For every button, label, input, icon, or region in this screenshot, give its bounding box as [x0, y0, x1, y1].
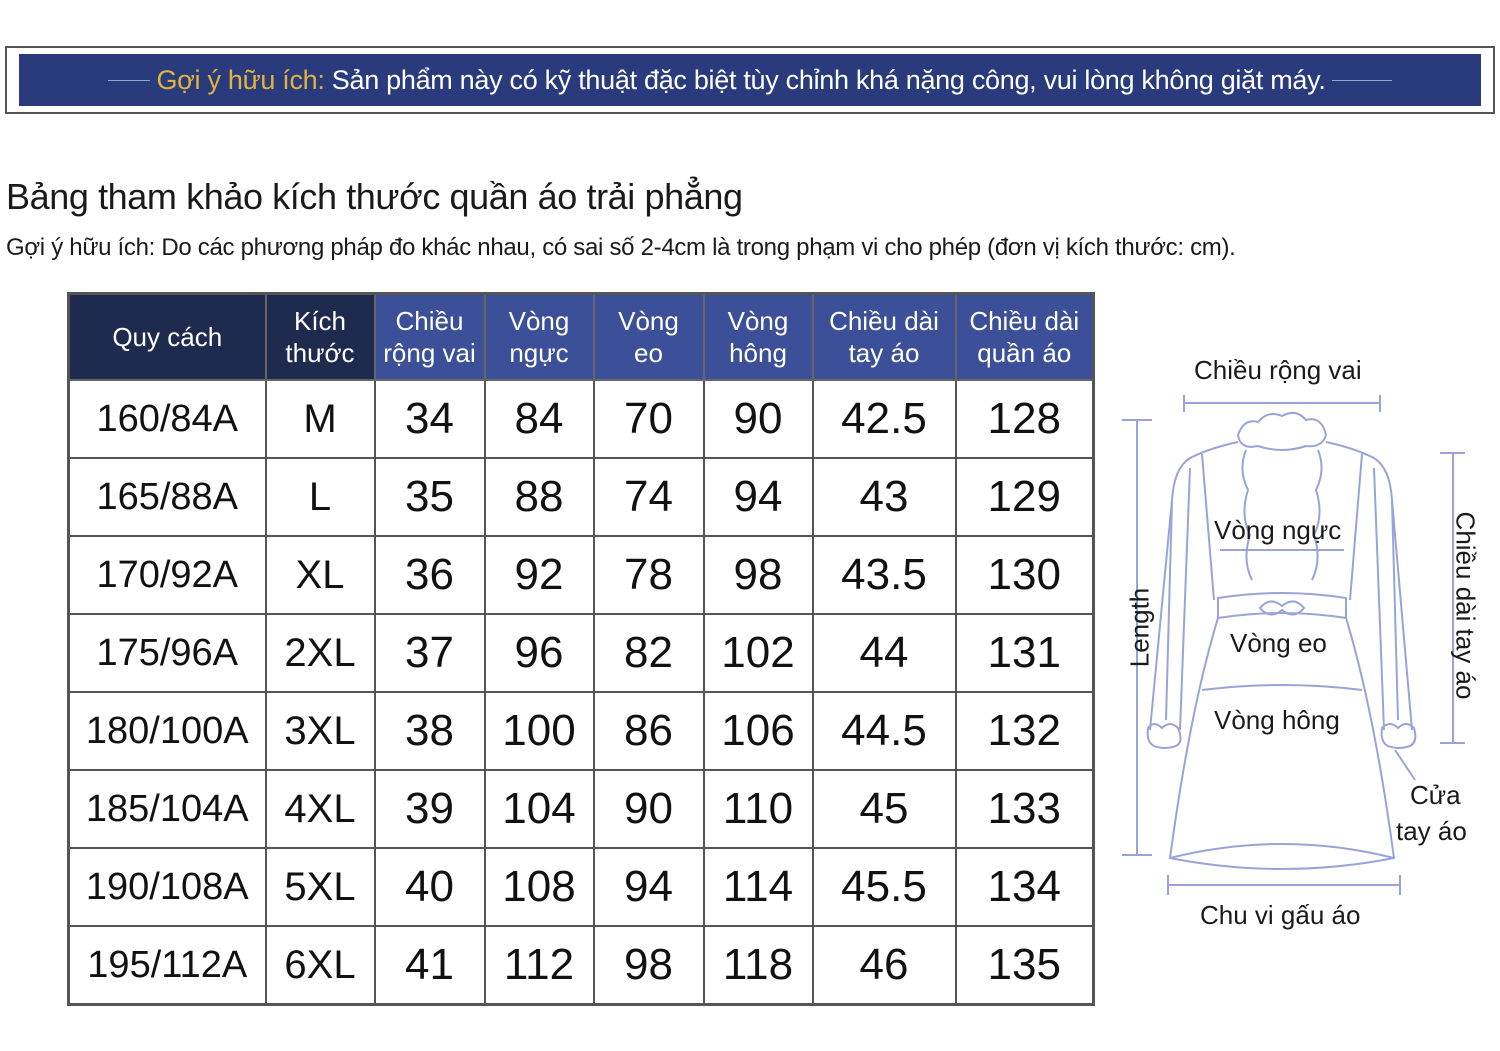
- table-row: [69, 926, 1094, 1005]
- cell-size: 4XL: [266, 770, 375, 848]
- label-cuff-line1: Cửa: [1410, 780, 1461, 810]
- table-row: [69, 536, 1094, 614]
- table-row: [69, 692, 1094, 770]
- cell-waist: 86: [594, 692, 704, 770]
- cell-spec: 165/88A: [69, 458, 266, 536]
- cell-size: 5XL: [266, 848, 375, 926]
- cell-spec: 175/96A: [69, 614, 266, 692]
- cell-sleeve-length: 44.5: [813, 692, 956, 770]
- header-hip: Vòng hông: [704, 294, 813, 381]
- cell-shoulder: 35: [375, 458, 485, 536]
- cell-sleeve-length: 43.5: [813, 536, 956, 614]
- cell-chest: 92: [485, 536, 594, 614]
- page-title: Bảng tham khảo kích thước quần áo trải phẳng: [6, 176, 743, 217]
- shoulder-dimension-line: [1184, 395, 1380, 412]
- cell-garment-length: 134: [956, 848, 1094, 926]
- table-row: [69, 614, 1094, 692]
- cell-spec: 160/84A: [69, 380, 266, 458]
- banner-text-wrap: [156, 65, 1325, 96]
- cell-waist: 82: [594, 614, 704, 692]
- cell-chest: 84: [485, 380, 594, 458]
- header-garment-length: Chiều dài quần áo: [956, 294, 1094, 381]
- cell-waist: 74: [594, 458, 704, 536]
- cell-sleeve-length: 43: [813, 458, 956, 536]
- cell-spec: 195/112A: [69, 926, 266, 1005]
- header-chest: Vòng ngực: [485, 294, 594, 381]
- cell-hip: 118: [704, 926, 813, 1005]
- cell-sleeve-length: 45.5: [813, 848, 956, 926]
- label-hip: Vòng hông: [1214, 705, 1340, 735]
- cell-chest: 88: [485, 458, 594, 536]
- cell-waist: 78: [594, 536, 704, 614]
- cell-spec: 170/92A: [69, 536, 266, 614]
- cell-size: M: [266, 380, 375, 458]
- cell-garment-length: 128: [956, 380, 1094, 458]
- banner-rule-left: [108, 80, 150, 81]
- cell-shoulder: 38: [375, 692, 485, 770]
- notice-banner: [19, 54, 1481, 106]
- cell-hip: 106: [704, 692, 813, 770]
- right-cuff-outline: [1382, 724, 1416, 748]
- header-waist: Vòng eo: [594, 294, 704, 381]
- table-header-row: [69, 294, 1094, 381]
- right-sleeve-outline: [1374, 468, 1412, 730]
- cell-shoulder: 36: [375, 536, 485, 614]
- banner-label: Gợi ý hữu ích:: [156, 64, 325, 95]
- banner-rule-right: [1332, 80, 1392, 81]
- label-length: Length: [1124, 587, 1155, 668]
- cell-shoulder: 37: [375, 614, 485, 692]
- cell-waist: 90: [594, 770, 704, 848]
- size-table: [67, 292, 1095, 1006]
- label-sleeve-length: Chiều dài tay áo: [1450, 511, 1481, 700]
- cell-hip: 102: [704, 614, 813, 692]
- cell-spec: 180/100A: [69, 692, 266, 770]
- cell-size: 2XL: [266, 614, 375, 692]
- cell-shoulder: 40: [375, 848, 485, 926]
- measurement-diagram: [1110, 350, 1495, 950]
- collar-outline: [1238, 413, 1326, 450]
- header-size: Kích thước: [266, 294, 375, 381]
- label-waist: Vòng eo: [1230, 628, 1327, 658]
- cell-hip: 114: [704, 848, 813, 926]
- cell-size: 6XL: [266, 926, 375, 1005]
- cell-hip: 110: [704, 770, 813, 848]
- cell-waist: 94: [594, 848, 704, 926]
- header-spec: Quy cách: [69, 294, 266, 381]
- left-cuff-outline: [1148, 724, 1181, 748]
- cell-chest: 112: [485, 926, 594, 1005]
- cell-hip: 94: [704, 458, 813, 536]
- label-shoulder: Chiều rộng vai: [1194, 355, 1362, 385]
- hem-line: [1170, 844, 1394, 858]
- label-hem: Chu vi gấu áo: [1200, 900, 1361, 930]
- cell-garment-length: 131: [956, 614, 1094, 692]
- cell-garment-length: 132: [956, 692, 1094, 770]
- cell-sleeve-length: 44: [813, 614, 956, 692]
- cell-hip: 90: [704, 380, 813, 458]
- cell-garment-length: 133: [956, 770, 1094, 848]
- cell-waist: 98: [594, 926, 704, 1005]
- cell-sleeve-length: 46: [813, 926, 956, 1005]
- table-row: [69, 458, 1094, 536]
- cell-chest: 96: [485, 614, 594, 692]
- banner-message: Sản phẩm này có kỹ thuật đặc biệt tùy chỉnh khá nặng công, vui lòng không giặt máy.: [324, 64, 1326, 95]
- cell-shoulder: 41: [375, 926, 485, 1005]
- cell-waist: 70: [594, 380, 704, 458]
- page-subtitle: Gợi ý hữu ích: Do các phương pháp đo khác nhau, có sai số 2-4cm là trong phạm vi cho phép (đơn vị kích thước: cm).: [6, 234, 1236, 261]
- header-shoulder: Chiều rộng vai: [375, 294, 485, 381]
- cell-size: 3XL: [266, 692, 375, 770]
- label-chest: Vòng ngực: [1214, 515, 1342, 545]
- notice-banner-frame: [5, 46, 1495, 114]
- header-sleeve-length: Chiều dài tay áo: [813, 294, 956, 381]
- cell-garment-length: 129: [956, 458, 1094, 536]
- cuff-pointer-line: [1395, 750, 1415, 780]
- cell-sleeve-length: 42.5: [813, 380, 956, 458]
- cell-chest: 104: [485, 770, 594, 848]
- cell-garment-length: 130: [956, 536, 1094, 614]
- cell-chest: 100: [485, 692, 594, 770]
- cell-chest: 108: [485, 848, 594, 926]
- cell-hip: 98: [704, 536, 813, 614]
- cell-shoulder: 34: [375, 380, 485, 458]
- cell-spec: 185/104A: [69, 770, 266, 848]
- table-row: [69, 770, 1094, 848]
- cell-sleeve-length: 45: [813, 770, 956, 848]
- hip-line: [1202, 685, 1362, 690]
- cell-spec: 190/108A: [69, 848, 266, 926]
- cell-size: XL: [266, 536, 375, 614]
- table-row: [69, 848, 1094, 926]
- hem-dimension-line: [1168, 875, 1400, 895]
- cell-garment-length: 135: [956, 926, 1094, 1005]
- table-row: [69, 380, 1094, 458]
- cell-size: L: [266, 458, 375, 536]
- cell-shoulder: 39: [375, 770, 485, 848]
- label-cuff-line2: tay áo: [1396, 816, 1467, 846]
